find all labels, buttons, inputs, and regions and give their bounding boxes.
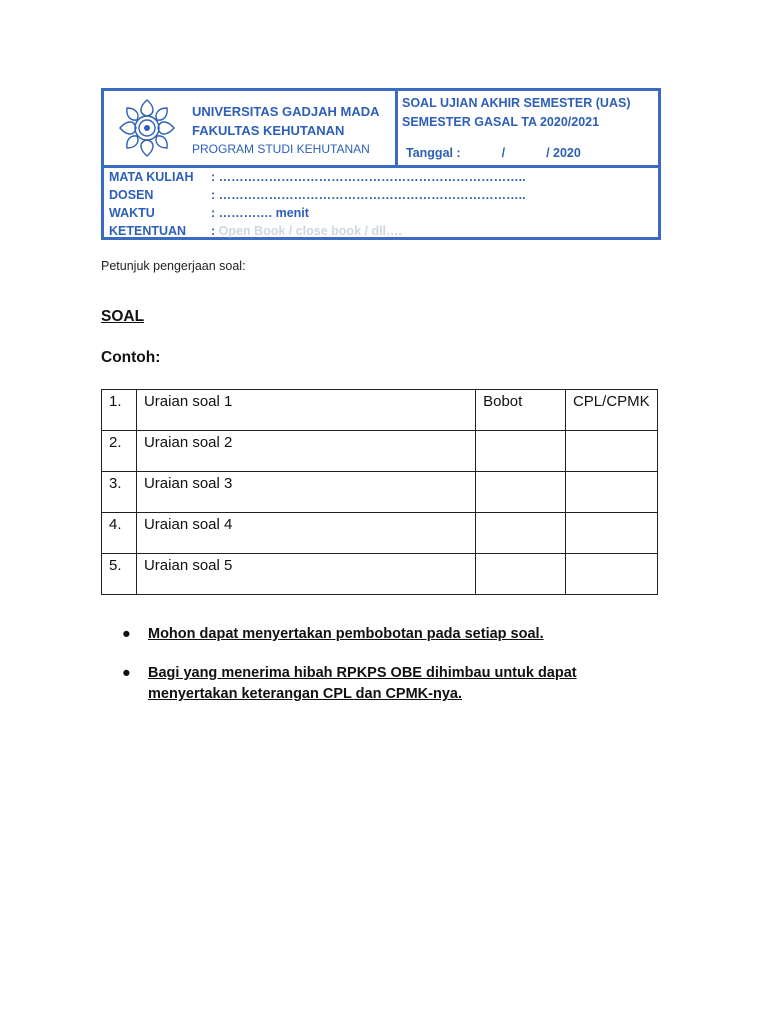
cpl-cell (565, 513, 657, 554)
note-text: Bagi yang menerima hibah RPKPS OBE dihimbau untuk dapat (148, 665, 577, 681)
field-mata-kuliah (109, 168, 526, 186)
weight-cell (476, 431, 566, 472)
table-row (102, 472, 658, 513)
exam-header-box (101, 88, 661, 240)
ugm-seal-icon (114, 96, 180, 160)
question-table (101, 389, 658, 595)
row-number: 3. (102, 472, 137, 513)
field-value: : ……………………………………………………………….. (211, 188, 526, 202)
field-label: DOSEN (109, 188, 154, 202)
note-text: Mohon dapat menyertakan pembobotan pada setiap soal. (148, 626, 544, 642)
exam-title: SOAL UJIAN AKHIR SEMESTER (UAS) (402, 96, 631, 110)
cpl-cell (565, 554, 657, 595)
soal-heading: SOAL (101, 308, 145, 325)
faculty-name: FAKULTAS KEHUTANAN (192, 123, 345, 138)
table-row (102, 513, 658, 554)
row-number: 2. (102, 431, 137, 472)
field-waktu (109, 204, 309, 222)
question-text: Uraian soal 5 (136, 554, 475, 595)
field-ketentuan (109, 222, 402, 240)
field-value: : Open Book / close book / dll…. (211, 224, 402, 238)
field-label: WAKTU (109, 206, 155, 220)
row-number: 5. (102, 554, 137, 595)
field-hint: Open Book / close book / dll…. (218, 224, 402, 238)
question-text: Uraian soal 4 (136, 513, 475, 554)
field-label: KETENTUAN (109, 224, 187, 238)
row-number: 4. (102, 513, 137, 554)
semester-label: SEMESTER GASAL TA 2020/2021 (402, 115, 600, 129)
cpl-cell: CPL/CPMK (565, 390, 657, 431)
cpl-cell (565, 472, 657, 513)
bullet-icon: ● (122, 626, 131, 642)
date-separator: / (501, 146, 506, 160)
weight-cell (476, 472, 566, 513)
date-label: Tanggal : (406, 146, 461, 160)
row-number: 1. (102, 390, 137, 431)
date-year: / 2020 (546, 146, 581, 160)
program-name: PROGRAM STUDI KEHUTANAN (192, 142, 370, 156)
field-label: MATA KULIAH (109, 170, 194, 184)
weight-cell: Bobot (476, 390, 566, 431)
field-value: : ……………………………………………………………….. (211, 170, 526, 184)
exam-info-block (402, 94, 631, 132)
question-text: Uraian soal 1 (136, 390, 475, 431)
bullet-icon: ● (122, 665, 131, 681)
header-divider (395, 91, 398, 165)
question-text: Uraian soal 2 (136, 431, 475, 472)
list-item (122, 624, 577, 645)
table-row (102, 390, 658, 431)
institution-block (192, 102, 380, 159)
instructions-label: Petunjuk pengerjaan soal: (101, 259, 246, 273)
list-item (122, 663, 577, 705)
header-top-section (104, 91, 658, 168)
course-fields (109, 168, 526, 240)
field-value: : …………. menit (211, 206, 309, 220)
cpl-cell (565, 431, 657, 472)
contoh-heading: Contoh: (101, 349, 161, 366)
note-text: menyertakan keterangan CPL dan CPMK-nya. (148, 686, 462, 702)
question-text: Uraian soal 3 (136, 472, 475, 513)
table-row (102, 431, 658, 472)
field-dosen (109, 186, 526, 204)
notes-list (122, 624, 577, 723)
date-line (406, 146, 581, 160)
weight-cell (476, 513, 566, 554)
weight-cell (476, 554, 566, 595)
university-name: UNIVERSITAS GADJAH MADA (192, 104, 380, 119)
table-row (102, 554, 658, 595)
